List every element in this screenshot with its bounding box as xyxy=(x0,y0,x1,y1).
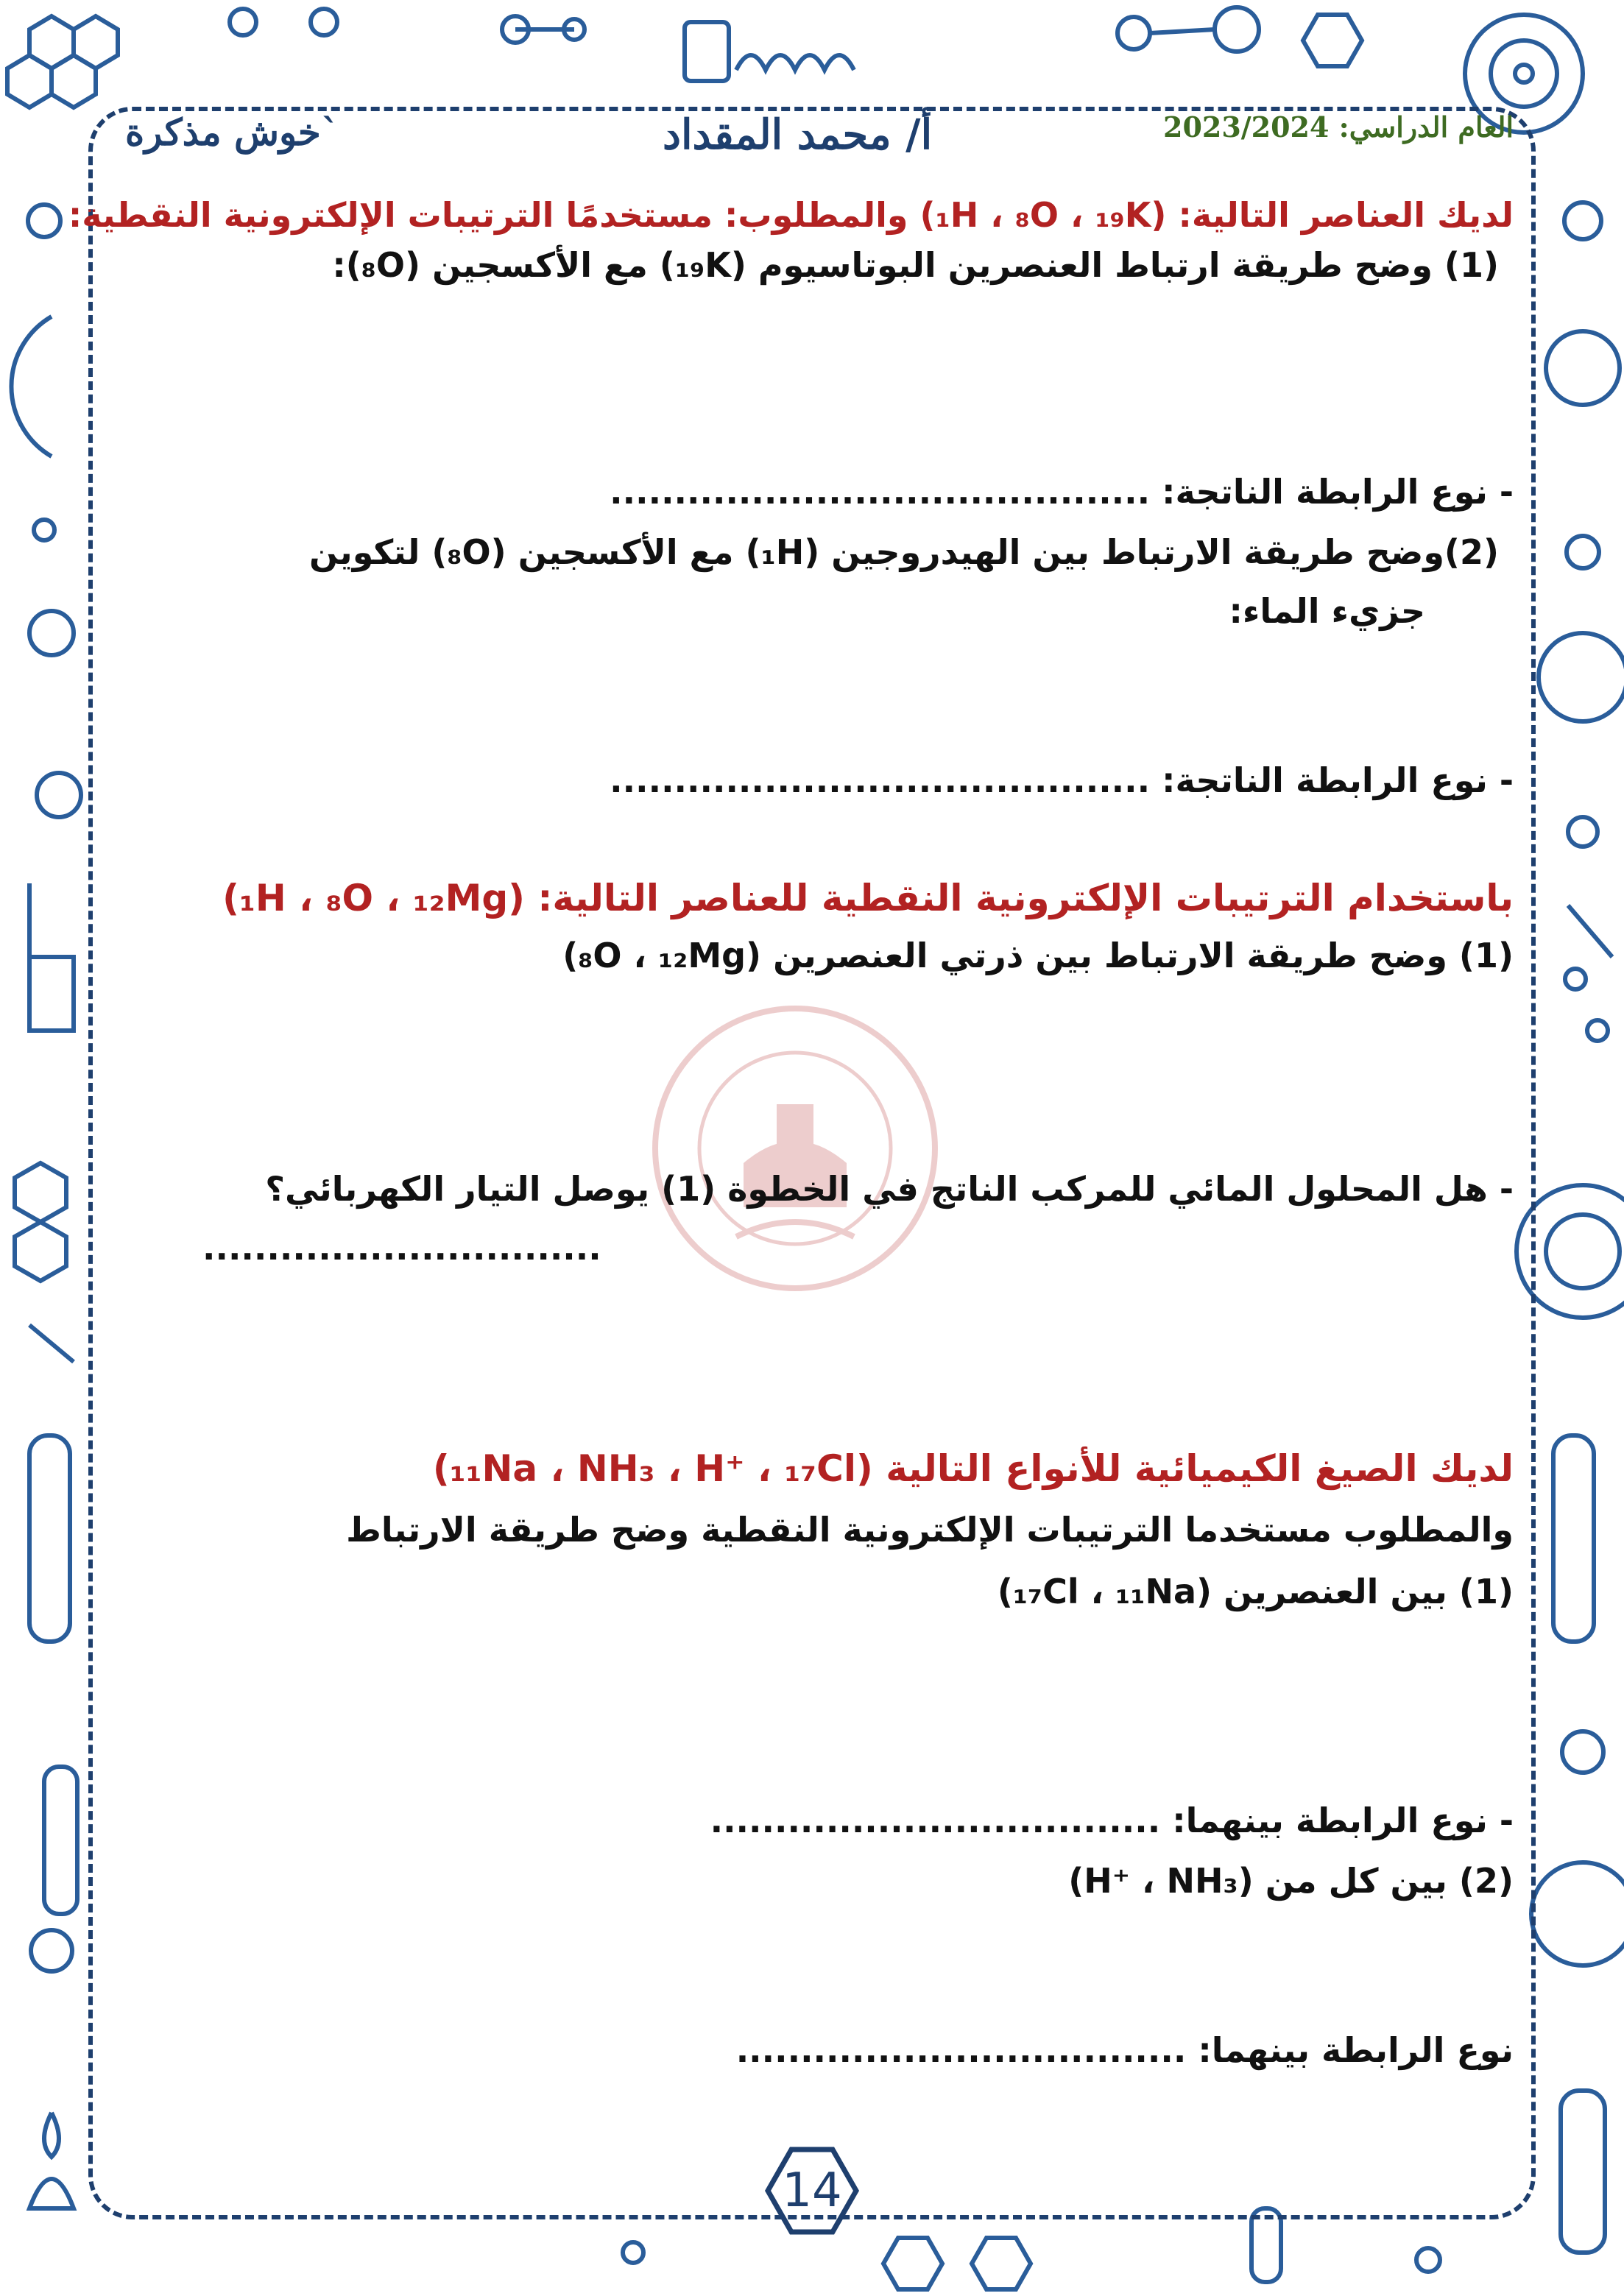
ring-icon xyxy=(1416,2248,1440,2272)
stand-icon xyxy=(29,957,74,1031)
test-tube-icon xyxy=(44,1767,77,1914)
note-title: خوش مذكرة` xyxy=(125,110,339,154)
q1-part1: (1) وضح طريقة ارتباط العنصرين البوتاسيوم (₁₉K) مع الأكسجين (₈O): xyxy=(332,245,1499,285)
ring-icon xyxy=(1567,536,1599,568)
atom-icon xyxy=(1565,969,1586,989)
ring-icon xyxy=(1562,1731,1603,1773)
ring-icon xyxy=(1568,817,1597,847)
q2-question: - هل المحلول المائي للمركب الناتج في الخطوة (1) يوصل التيار الكهربائي؟ xyxy=(265,1169,1514,1209)
q2-answer-dots: ............................... xyxy=(202,1228,601,1268)
q1-part2-line1: (2)وضح طريقة الارتباط بين الهيدروجين (₁H) مع الأكسجين (₈O) لتكوين xyxy=(309,532,1499,572)
school-year: العام الدراسي: 2023/2024 xyxy=(1163,110,1514,144)
q3-bond-type-2: نوع الرابطة بينهما: ................................... xyxy=(735,2030,1514,2070)
page-number: 14 xyxy=(782,2163,842,2218)
q3-part2: (2) بين كل من (H⁺ ، NH₃) xyxy=(1068,1861,1514,1901)
q3-part1: (1) بين العنصرين (₁₇Cl ، ₁₁Na) xyxy=(997,1572,1514,1611)
ring-icon xyxy=(28,205,60,237)
orbital-icon xyxy=(1539,633,1624,721)
test-tube-icon xyxy=(29,1435,70,1642)
gear-icon xyxy=(1546,331,1620,405)
atom-icon xyxy=(1118,17,1150,49)
orbital-icon xyxy=(1491,40,1557,107)
atom-icon xyxy=(1215,7,1259,52)
ring-icon xyxy=(623,2242,643,2263)
hexagon-icon xyxy=(883,2238,942,2289)
atom-icon xyxy=(31,1930,72,1971)
atom-icon xyxy=(29,611,74,655)
atom-icon xyxy=(1587,1020,1608,1041)
ring-icon xyxy=(1564,202,1601,239)
hexagon-icon xyxy=(52,55,96,107)
hexagon-icon xyxy=(15,1222,66,1281)
q2-intro: باستخدام الترتيبات الإلكترونية النقطية للعناصر التالية: (₁H ، ₈O ، ₁₂Mg) xyxy=(222,877,1514,919)
watermark-stamp xyxy=(648,994,942,1303)
hexagon-icon xyxy=(972,2238,1031,2289)
ring-icon xyxy=(34,520,54,540)
cycle-arrow-icon xyxy=(11,317,52,456)
orbital-icon xyxy=(1546,1215,1620,1288)
burner-icon xyxy=(29,2179,74,2208)
test-tube-icon xyxy=(1561,2091,1605,2253)
atom-icon xyxy=(230,9,256,35)
atom-icon xyxy=(311,9,337,35)
coil-icon xyxy=(736,55,854,70)
q1-intro: لديك العناصر التالية: (₁H ، ₈O ، ₁₉K) والمطلوب: مستخدمًا الترتيبات الإلكترونية النقطية: xyxy=(68,195,1514,235)
hexagon-icon xyxy=(15,1163,66,1222)
q1-bond-type-2: - نوع الرابطة الناتجة: .......................................... xyxy=(610,760,1514,800)
ring-icon xyxy=(37,773,81,817)
q3-bond-type-1: - نوع الرابطة بينهما: ................................... xyxy=(710,1801,1514,1840)
hexagon-icon xyxy=(1303,15,1362,66)
test-tube-icon xyxy=(1251,2208,1281,2282)
q3-intro: لديك الصيغ الكيميائية للأنواع التالية (₁₁Na ، NH₃ ، H⁺ ، ₁₇Cl) xyxy=(432,1447,1514,1490)
q1-part2-line2: جزيء الماء: xyxy=(1229,591,1425,631)
q3-line2: والمطلوب مستخدما الترتيبات الإلكترونية النقطية وضح طريقة الارتباط xyxy=(346,1510,1514,1550)
q1-bond-type-1: - نوع الرابطة الناتجة: .......................................... xyxy=(610,472,1514,512)
q2-part1: (1) وضح طريقة الارتباط بين ذرتي العنصرين (₈O ، ₁₂Mg) xyxy=(562,936,1514,975)
flask-icon xyxy=(685,22,729,81)
orbital-icon xyxy=(1531,1862,1624,1965)
test-tube-icon xyxy=(1553,1435,1594,1642)
teacher-name: أ/ محمد المقداد xyxy=(663,110,933,159)
hexagon-icon xyxy=(7,55,52,107)
